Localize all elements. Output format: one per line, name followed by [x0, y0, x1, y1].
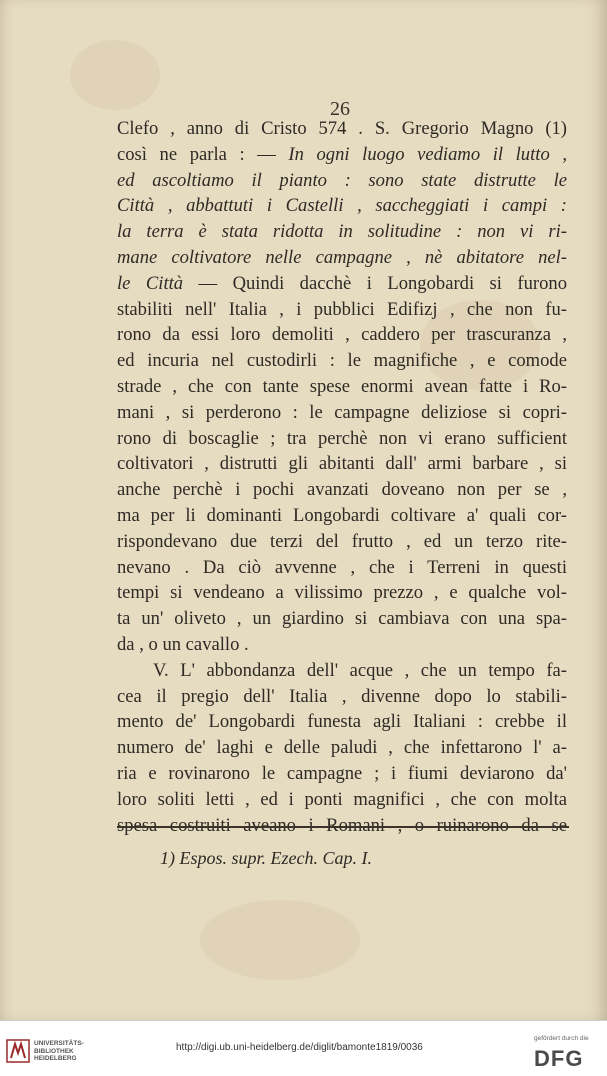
text-line: rono da essi loro demoliti , caddero per trascuranza , [117, 324, 567, 346]
text-line: strade , che con tante spese enormi avean fatte i Ro- [117, 375, 567, 397]
footnote-rule [117, 826, 569, 828]
text-line: spesa costruiti aveano i Romani , o ruinarono da se [117, 814, 567, 836]
text-line: tempi si vendeano a vilissimo prezzo , e qualche vol- [117, 582, 567, 604]
university-seal-icon [6, 1039, 30, 1063]
text-line: Città , abbattuti i Castelli , saccheggiati i campi : [117, 195, 567, 217]
text-line: V. L' abbondanza dell' acque , che un tempo fa- [153, 659, 567, 681]
text-line: nevano . Da ciò avvenne , che i Terreni in questi [117, 556, 567, 578]
page-number: 26 [330, 98, 350, 120]
text-line: ed ascoltiamo il pianto : sono state distrutte le [117, 169, 567, 191]
footnote: 1) Espos. supr. Ezech. Cap. I. [160, 848, 372, 868]
text-line: le Città — Quindi dacchè i Longobardi si furono [117, 272, 567, 294]
text-line: coltivatori , distrutti gli abitanti dall' armi barbare , si [117, 453, 567, 475]
text-line: stabiliti nell' Italia , i pubblici Edifizj , che non fu- [117, 298, 567, 320]
text-line: la terra è stata ridotta in solitudine : non vi ri- [117, 221, 567, 243]
text-line: Clefo , anno di Cristo 574 . S. Gregorio Magno (1) [117, 118, 567, 139]
text-line: numero de' laghi e delle paludi , che infettarono l' a- [117, 737, 567, 759]
institution-name: UNIVERSITÄTS- BIBLIOTHEK HEIDELBERG [34, 1040, 84, 1062]
dfg-logo: DFG [534, 1046, 584, 1071]
text-line: loro soliti letti , ed i ponti magnifici , che con molta [117, 788, 567, 810]
paper-stain [70, 40, 160, 110]
text-line: ria e rovinarono le campagne ; i fiumi deviarono da' [117, 762, 567, 784]
text-line: rono di boscaglie ; tra perchè non vi erano sufficient [117, 427, 567, 449]
text-line: così ne parla : — In ogni luogo vediamo il lutto , [117, 143, 567, 165]
text-line: rispondevano due terzi del frutto , ed un terzo rite- [117, 530, 567, 552]
text-line: ma per li dominanti Longobardi coltivare a' quali cor- [117, 504, 567, 526]
text-line: ed incuria nel custodirli : le magnifiche , e comode [117, 350, 567, 372]
text-line: cea il pregio dell' Italia , divenne dopo lo stabili- [117, 685, 567, 707]
body-text [117, 116, 567, 838]
text-line: ta un' oliveto , un giardino si cambiava con una spa- [117, 608, 567, 630]
text-line: mane coltivatore nelle campagne , nè abitatore nel- [117, 246, 567, 268]
funder-caption: gefördert durch die [534, 1035, 589, 1042]
paper-stain [200, 900, 360, 980]
text-line: anche perchè i pochi avanzati doveano non per se , [117, 479, 567, 501]
permalink-url[interactable]: http://digi.ub.uni-heidelberg.de/diglit/bamonte1819/0036 [176, 1042, 423, 1053]
text-line: mento de' Longobardi funesta agli Italiani : crebbe il [117, 711, 567, 733]
text-line: da , o un cavallo . [117, 633, 249, 655]
text-line: mani , si perderono : le campagne deliziose si copri- [117, 401, 567, 423]
